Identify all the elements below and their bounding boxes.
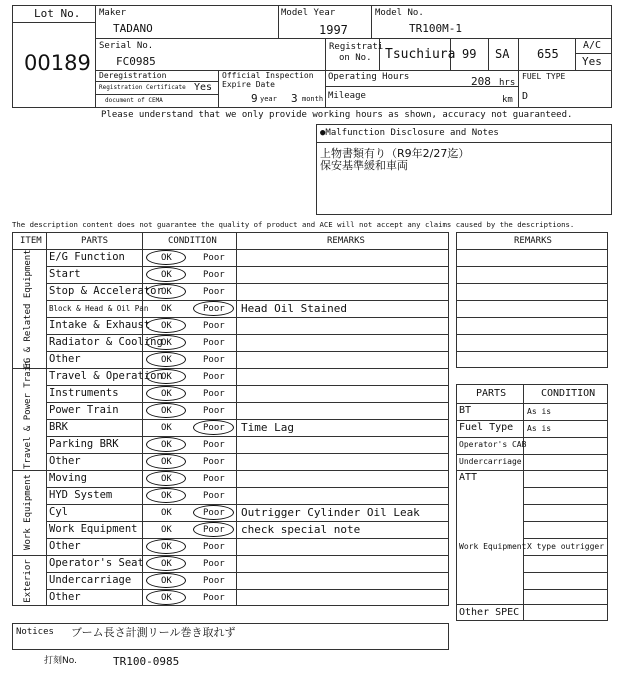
ok-selection-circle — [146, 386, 186, 401]
ok-option[interactable]: OK — [161, 270, 172, 280]
poor-option[interactable]: Poor — [203, 576, 225, 586]
poor-option[interactable]: Poor — [203, 321, 225, 331]
operating-hours-label: Operating Hours — [328, 72, 410, 82]
model-no-label: Model No. — [375, 8, 424, 18]
maker-value: TADANO — [113, 22, 153, 35]
poor-option[interactable]: Poor — [203, 457, 225, 467]
mileage-label: Mileage — [328, 91, 366, 101]
fuel-type-value: D — [522, 91, 529, 102]
right-remarks-header: REMARKS — [514, 236, 552, 246]
ok-option[interactable]: OK — [161, 304, 172, 314]
ok-option[interactable]: OK — [161, 525, 172, 535]
ok-selection-circle — [146, 556, 186, 571]
registration-number: 655 — [537, 47, 559, 61]
ac-label: A/C — [583, 40, 602, 51]
poor-option[interactable]: Poor — [203, 372, 225, 382]
poor-option[interactable]: Poor — [203, 355, 225, 365]
ac-value: Yes — [582, 55, 602, 68]
registration-label: Registrati — [329, 42, 384, 52]
serial-value: FC0985 — [116, 55, 156, 68]
poor-option[interactable]: Poor — [203, 287, 225, 297]
ok-option[interactable]: OK — [161, 389, 172, 399]
notices-text: ブーム長さ計測リール巻き取れず — [71, 626, 236, 639]
undercarriage-label: Undercarriage — [459, 457, 522, 466]
ok-selection-circle — [146, 369, 186, 384]
ok-selection-circle — [146, 352, 186, 367]
group-label-work: Work Equipment — [23, 474, 33, 550]
month-unit: month — [302, 95, 324, 103]
part-label: Undercarriage — [49, 574, 132, 586]
expire-month-value: 3 — [291, 92, 298, 105]
poor-option[interactable]: Poor — [203, 338, 225, 348]
model-no-value: TR100M-1 — [409, 22, 462, 35]
ok-selection-circle — [146, 318, 186, 333]
fuel-type-row-label: Fuel Type — [459, 422, 514, 433]
group-label-exterior: Exterior — [23, 559, 33, 603]
part-label: Block & Head & Oil Pan — [49, 304, 149, 313]
ok-option[interactable]: OK — [161, 457, 172, 467]
part-label: Power Train — [49, 404, 119, 416]
operating-hours-value: 208 — [471, 75, 491, 88]
part-label: Stop & Accelerator — [49, 285, 163, 297]
att-label: ATT — [459, 472, 478, 483]
part-label: Moving — [49, 472, 87, 484]
registration-place: Tsuchiura — [385, 47, 456, 62]
registration-certificate-value: Yes — [194, 82, 213, 93]
ok-option[interactable]: OK — [161, 559, 172, 569]
hours-notice: Please understand that we only provide working hours as shown, accuracy not guaranteed. — [101, 110, 573, 120]
year-unit: year — [260, 95, 277, 103]
work-equipment-value: X type outrigger — [527, 542, 605, 551]
part-label: Parking BRK — [49, 438, 119, 450]
ok-option[interactable]: OK — [161, 372, 172, 382]
part-label: Intake & Exhaust — [49, 319, 151, 331]
malfunction-note-1: 上物書類有り（R9年2/27迄） — [320, 147, 470, 160]
poor-option[interactable]: Poor — [203, 559, 225, 569]
part-label: BRK — [49, 421, 68, 433]
fuel-type-row-value: As is — [527, 424, 552, 433]
pc-header-condition: CONDITION — [541, 388, 596, 399]
lot-number: 00189 — [24, 51, 91, 75]
poor-option[interactable]: Poor — [203, 406, 225, 416]
serial-stamp-value: TR100-0985 — [113, 655, 180, 668]
part-label: Operator's Seat — [49, 557, 144, 569]
group-label-travel: Travel & Power Train — [23, 360, 33, 469]
ok-option[interactable]: OK — [161, 440, 172, 450]
ok-option[interactable]: OK — [161, 593, 172, 603]
part-label: Other — [49, 591, 81, 603]
remark-text: Time Lag — [241, 421, 294, 434]
hours-unit: hrs — [499, 78, 516, 88]
inspection-label: Official Inspection — [222, 71, 314, 80]
bt-value: As is — [527, 407, 552, 416]
poor-option[interactable]: Poor — [203, 593, 225, 603]
poor-option[interactable]: Poor — [203, 525, 225, 535]
part-label: Travel & Operation — [49, 370, 163, 382]
lot-label: Lot No. — [34, 7, 81, 20]
poor-selection-circle — [193, 420, 234, 435]
ok-selection-circle — [146, 267, 186, 282]
ok-option[interactable]: OK — [161, 508, 172, 518]
poor-selection-circle — [193, 522, 234, 537]
group-label-eg: EG & Related Equipment — [23, 249, 33, 369]
ok-option[interactable]: OK — [161, 253, 172, 263]
operator-cab-label: Operator's CAB — [459, 440, 527, 449]
part-label: Instruments — [49, 387, 119, 399]
serial-label: Serial No. — [99, 41, 154, 51]
remark-text: Head Oil Stained — [241, 302, 347, 315]
registration-label-2: on No. — [339, 53, 372, 63]
ok-option[interactable]: OK — [161, 491, 172, 501]
ok-selection-circle — [146, 454, 186, 469]
ok-selection-circle — [146, 539, 186, 554]
poor-option[interactable]: Poor — [203, 423, 225, 433]
work-equipment-label: Work Equipment — [459, 542, 527, 551]
disclaimer: The description content does not guarantee the quality of product and ACE will not accept any claims caused by the descriptions. — [12, 220, 575, 229]
model-year-value: 1997 — [319, 23, 348, 37]
registration-certificate-label: Registration Certificate — [99, 84, 186, 91]
part-label: E/G Function — [49, 251, 125, 263]
poor-selection-circle — [193, 505, 234, 520]
expire-year-value: 9 — [251, 92, 258, 105]
deregistration-label: Deregistration — [99, 71, 167, 80]
ok-selection-circle — [146, 590, 186, 605]
ok-selection-circle — [146, 488, 186, 503]
inspection-label-2: Expire Date — [222, 80, 275, 89]
registration-class: SA — [495, 47, 510, 61]
ok-selection-circle — [146, 250, 186, 265]
bt-label: BT — [459, 405, 472, 416]
ok-selection-circle — [146, 403, 186, 418]
ok-selection-circle — [146, 573, 186, 588]
part-label: Cyl — [49, 506, 68, 518]
part-label: Other — [49, 540, 81, 552]
ok-option[interactable]: OK — [161, 423, 172, 433]
fuel-type-label: FUEL TYPE — [522, 72, 566, 81]
column-condition: CONDITION — [168, 236, 217, 246]
ok-option[interactable]: OK — [161, 287, 172, 297]
ok-option[interactable]: OK — [161, 406, 172, 416]
column-remarks: REMARKS — [327, 236, 365, 246]
ok-option[interactable]: OK — [161, 321, 172, 331]
part-label: Other — [49, 353, 81, 365]
serial-stamp-label: 打刻No. — [44, 656, 77, 666]
ok-option[interactable]: OK — [161, 474, 172, 484]
cema-document-label: document of CEMA — [105, 97, 163, 104]
poor-option[interactable]: Poor — [203, 491, 225, 501]
poor-option[interactable]: Poor — [203, 508, 225, 518]
remark-text: check special note — [241, 523, 361, 536]
part-label: Start — [49, 268, 81, 280]
ok-selection-circle — [146, 335, 186, 350]
mileage-unit: km — [502, 95, 513, 105]
malfunction-title: ●Malfunction Disclosure and Notes — [320, 128, 499, 138]
other-spec-label: Other SPEC — [459, 607, 520, 618]
notices-label: Notices — [16, 627, 54, 637]
poor-selection-circle — [193, 301, 234, 316]
column-item: ITEM — [20, 236, 42, 246]
poor-option[interactable]: Poor — [203, 270, 225, 280]
ok-selection-circle — [146, 437, 186, 452]
part-label: Work Equipment — [49, 523, 138, 535]
part-label: Other — [49, 455, 81, 467]
ok-option[interactable]: OK — [161, 542, 172, 552]
ok-selection-circle — [146, 284, 186, 299]
pc-header-parts: PARTS — [476, 388, 507, 399]
remark-text: Outrigger Cylinder Oil Leak — [241, 506, 420, 519]
poor-option[interactable]: Poor — [203, 542, 225, 552]
poor-option[interactable]: Poor — [203, 440, 225, 450]
ok-option[interactable]: OK — [161, 338, 172, 348]
ok-option[interactable]: OK — [161, 576, 172, 586]
registration-num: 99 — [462, 47, 477, 61]
maker-label: Maker — [99, 8, 127, 18]
part-label: Radiator & Cooling — [49, 336, 163, 348]
poor-option[interactable]: Poor — [203, 389, 225, 399]
poor-option[interactable]: Poor — [203, 304, 225, 314]
column-parts: PARTS — [81, 236, 109, 246]
part-label: HYD System — [49, 489, 113, 501]
ok-selection-circle — [146, 471, 186, 486]
ok-option[interactable]: OK — [161, 355, 172, 365]
malfunction-note-2: 保安基準緩和車両 — [320, 159, 408, 172]
poor-option[interactable]: Poor — [203, 253, 225, 263]
model-year-label: Model Year — [281, 8, 336, 18]
poor-option[interactable]: Poor — [203, 474, 225, 484]
